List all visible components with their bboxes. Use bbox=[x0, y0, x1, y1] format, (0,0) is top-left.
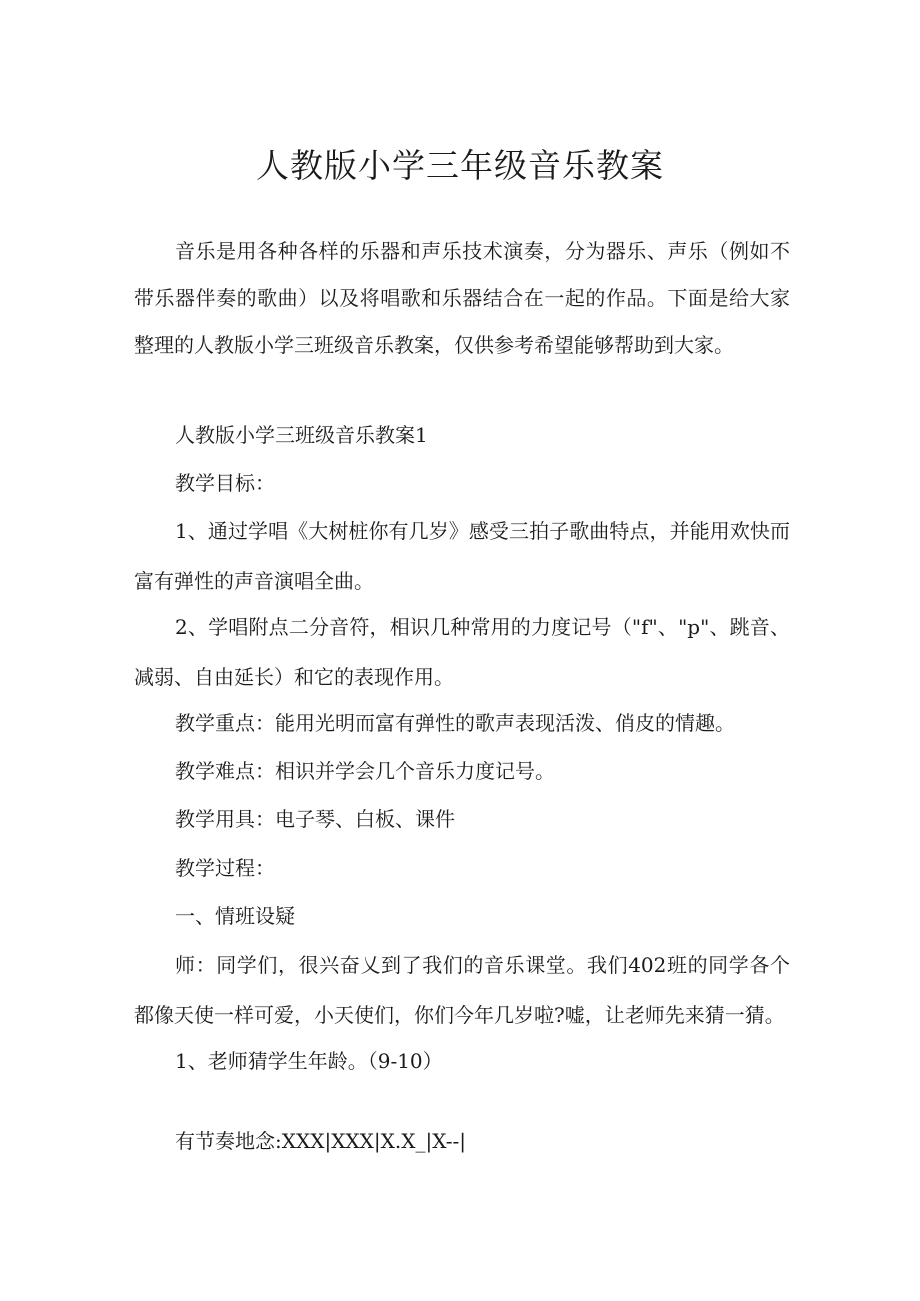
teaching-tools: 教学用具：电子琴、白板、课件 bbox=[175, 807, 455, 831]
rhythm-line: 有节奏地念:XXX|XXX|X.X_|X--| bbox=[175, 1129, 466, 1153]
difficulty: 教学难点：相识并学会几个音乐力度记号。 bbox=[175, 759, 555, 783]
document-title: 人教版小学三年级音乐教案 bbox=[256, 146, 664, 185]
objectives-label: 教学目标： bbox=[175, 471, 275, 495]
step-heading: 一、情班设疑 bbox=[175, 904, 295, 928]
key-point: 教学重点：能用光明而富有弹性的歌声表现活泼、俏皮的情趣。 bbox=[175, 711, 735, 735]
activity-1: 1、老师猜学生年龄。（9-10） bbox=[175, 1049, 443, 1073]
objective-2: 2、学唱附点二分音符，相识几种常用的力度记号（"f"、"p"、跳音、减弱、自由延长）和它的表现作用。 bbox=[134, 615, 790, 689]
section-heading: 人教版小学三班级音乐教案1 bbox=[175, 423, 428, 447]
intro-paragraph: 音乐是用各种各样的乐器和声乐技术演奏，分为器乐、声乐（例如不带乐器伴奏的歌曲）以及将唱歌和乐器结合在一起的作品。下面是给大家整理的人教版小学三班级音乐教案，仅供参考希望能够帮助到大家。 bbox=[134, 239, 790, 357]
objective-1: 1、通过学唱《大树桩你有几岁》感受三拍子歌曲特点，并能用欢快而富有弹性的声音演唱全曲。 bbox=[134, 519, 790, 593]
teacher-speech: 师：同学们，很兴奋乂到了我们的音乐课堂。我们402班的同学各个都像天使一样可爱，小天使们，你们今年几岁啦?嘘，让老师先来猜一猜。 bbox=[134, 953, 790, 1027]
process-label: 教学过程： bbox=[175, 856, 275, 880]
